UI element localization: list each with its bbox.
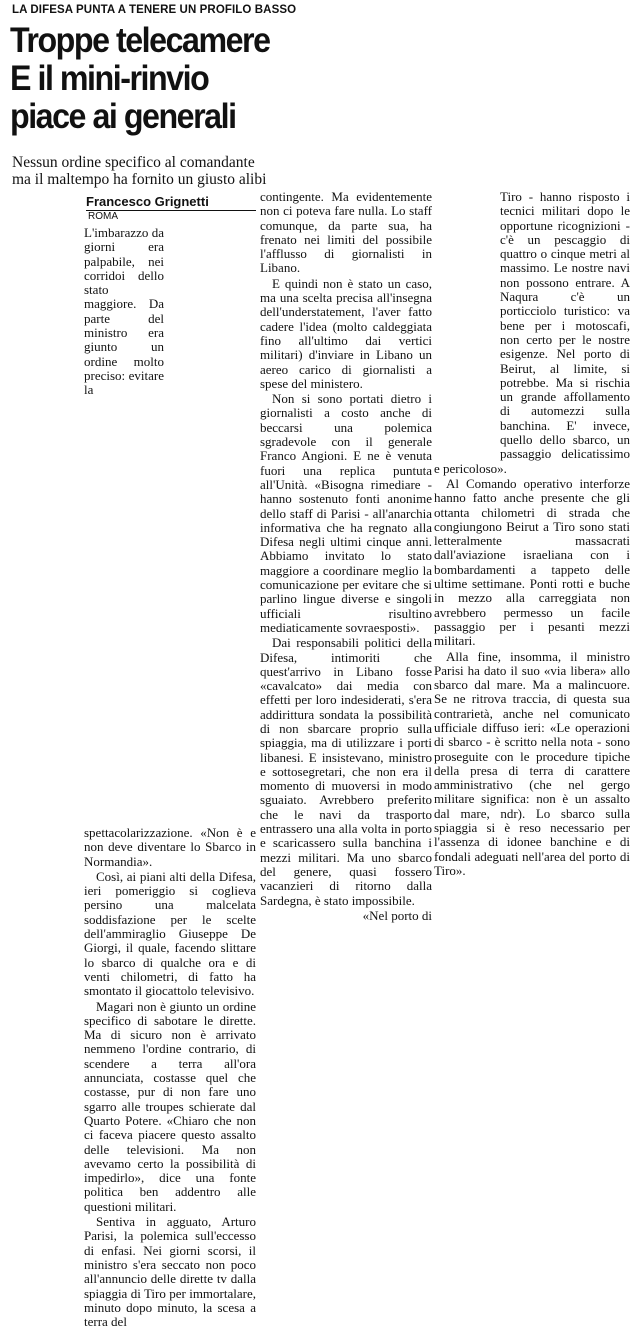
column-1 <box>84 226 256 1330</box>
subhead-line: Nessun ordine specifico al comandante <box>12 154 255 171</box>
headline <box>10 22 286 136</box>
paragraph: Non si sono portati dietro i giornalisti a costo anche di beccarsi una polemica sgradevole con il generale Franco Angioni. E ne è venuta fuori una replica puntuta all'Unità. «Bisogna rimediare - hanno sostenuto fonti anonime dello staff di Parisi - all'anarchia informativa che ha regnato alla Difesa negli ultimi cinque anni. Abbiamo invitato lo stato maggiore a coordinare meglio la comunicazione per evitare che si parlino lingue diverse e singoli ufficiali risultino mediaticamente sovraesposti». <box>260 391 432 635</box>
paragraph: Così, ai piani alti della Difesa, ieri pomeriggio si coglieva persino una malcelata soddisfazione per le scelte dell'ammiraglio Giuseppe De Giorgi, il quale, facendo slittare lo sbarco di qualche ora e di venti chilometri, di fatto ha smontato il giocattolo televisivo. <box>84 868 256 999</box>
column-3-wrap-space <box>434 190 500 460</box>
paragraph: Alla fine, insomma, il ministro Parisi ha dato il suo «via libera» allo sbarco dal mare. Ma a malincuore. Se ne ritrova traccia, di questa sua contrarietà, anche nel comunicato ufficiale diffuso ieri: «Le operazioni di sbarco - è scritto nella nota - sono proseguite con le procedure tipiche della presa di terra di carattere amministrativo (che nel gergo militare significa: non è un assalto dal mare, ndr). Lo sbarco sulla spiaggia si è reso necessario per l'assenza di idonee banchine e di fondali adeguati nell'area del porto di Tiro». <box>434 648 630 878</box>
paragraph: Dai responsabili politici della Difesa, intimoriti che quest'arrivo in Libano fosse «cavalcato» dai media con effetti per loro indesiderati, s'era addirittura sondata la possibilità di non sbarcare proprio sulla spiaggia, ma di utilizzare i porti libanesi. E insistevano, ministro e sottosegretari, che non era il momento di muoversi in modo sguaiato. Avrebbero preferito che le navi da trasporto entrassero una alla volta in porto e scaricassero sulla banchina i mezzi militari. Ma uno sbarco del genere, quasi fossero vacanzieri di ritorno dalla Sardegna, è stato impossibile. <box>260 635 432 908</box>
byline: Francesco Grignetti <box>86 194 209 209</box>
paragraph: E quindi non è stato un caso, ma una scelta precisa all'insegna dell'understatement, l'aver fatto cadere l'idea (molto caldeggiata fino all'ultimo dai vertici militari) d'inviare in Libano un aereo carico di giornalisti a spese del ministero. <box>260 275 432 391</box>
column-3 <box>434 190 630 879</box>
paragraph: Al Comando operativo interforze hanno fatto anche presente che gli ottanta chilometri di strada che congiungono Beirut a Tiro sono stati letteralmente massacrati dall'aviazione israeliana con i bombardamenti a tappeto delle ultime settimane. Ponti rotti e buche in mezzo alla carreggiata non avrebbero permesso un facile passaggio per i pesanti mezzi militari. <box>434 475 630 649</box>
paragraph: contingente. Ma evidentemente non ci poteva fare nulla. Lo staff comunque, da parte sua, ha frenato nei limiti del possibile l'afflusso di giornalisti in Libano. <box>260 189 432 276</box>
paragraph: Tiro - hanno risposto i tecnici militari dopo le opportune ricognizioni - c'è un pescaggio di quattro o cinque metri al massimo. Le nostre navi non possono entrare. A Naqura c'è un porticciolo turistico: va bene per i motoscafi, non certo per le nostre esigenze. Nel porto di Beirut, al limite, si potrebbe. Ma si rischia un grande affollamento di automezzi sulla banchina. E' invece, quello dello sbarco, un passaggio delicatissimo e pericoloso». <box>434 189 630 476</box>
paragraph: L'imbarazzo da giorni era palpabile, nei corridoi dello stato maggiore. Da parte del ministro era giunto un ordine molto preciso: evitare la spettacolarizzazione. «Non è e non deve diventare lo Sbarco in Normandia». <box>84 225 256 869</box>
subhead-line: ma il maltempo ha fornito un giusto alibi <box>12 171 267 188</box>
kicker: LA DIFESA PUNTA A TENERE UN PROFILO BASSO <box>12 4 297 16</box>
dateline: ROMA <box>88 211 118 222</box>
paragraph: Sentiva in agguato, Arturo Parisi, la polemica sull'eccesso di enfasi. Nei giorni scorsi, il ministro s'era seccato non poco all'annuncio delle dirette tv dalla spiaggia di Tiro per immortalare, minuto dopo minuto, la scesa a terra del <box>84 1214 256 1330</box>
column-2 <box>260 190 432 924</box>
headline-line: Troppe telecamere <box>10 21 270 60</box>
subhead <box>12 154 266 188</box>
paragraph: Magari non è giunto un ordine specifico di sabotare le dirette. Ma di sicuro non è arrivato nemmeno l'ordine contrario, di scendere a terra all'ora annunciata, costasse quel che costasse, pur di non fare uno sgarro alle troupes schierate dal Quarto Potere. «Chiaro che non ci faceva piacere questo assalto delle televisioni. Ma non avevamo certo la possibilità di impedirlo», dice una fonte politica ben addentro alle questioni militari. <box>84 998 256 1214</box>
paragraph: «Nel porto di <box>362 907 432 923</box>
column-1-wrap-space <box>164 526 256 826</box>
headline-line: piace ai generali <box>10 97 236 136</box>
headline-line: E il mini-rinvio <box>10 59 209 98</box>
